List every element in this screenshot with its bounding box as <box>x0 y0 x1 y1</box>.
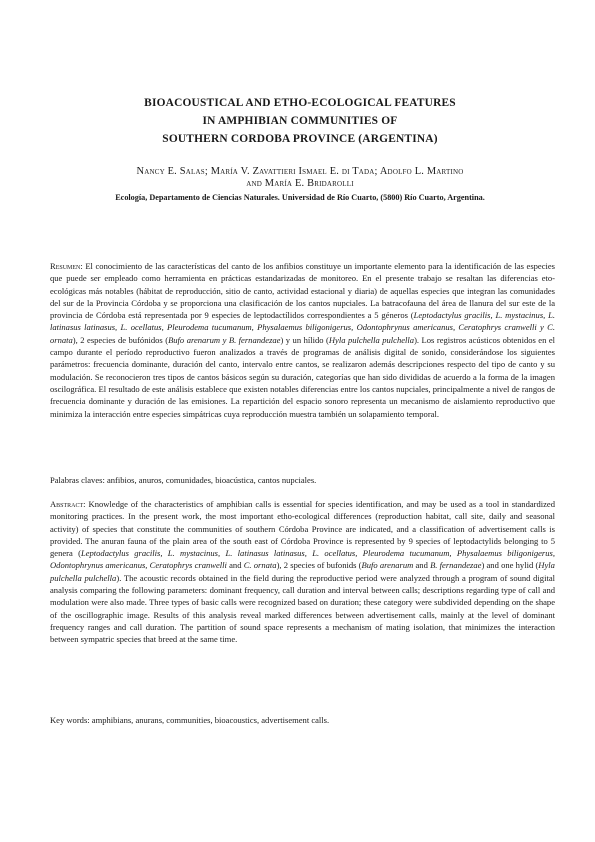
abstract-species-3: Bufo arenarum <box>361 560 414 571</box>
abstract-species-4: B. fernandezae <box>430 560 482 571</box>
authors-line-1: Nancy E. Salas; María V. Zavattieri Ismael E. di Tada; Adolfo L. Martino <box>136 166 464 177</box>
abstract-label: Abstract: <box>50 499 86 509</box>
palabras-clave: Palabras claves: anfibios, anuros, comunidades, bioacústica, cantos nupciales. <box>50 475 317 485</box>
resumen-species-3: Hyla pulchella pulchella <box>328 334 415 345</box>
resumen-text-2: ), 2 especies de bufónidos ( <box>72 334 169 345</box>
resumen-label: Resumen: <box>50 261 83 271</box>
resumen-text-4: ). Los registros acústicos obtenidos en el campo durante el período reproductivo fueron analizados a través de programas de análisis digital de sonido, considerándose los siguientes parámetros: frecuencia dominante, duración del canto, intervalo entre cantos, se realizaron además descripciones respecto del tipo de canto y su modulación. Se reconocieron tres tipos de cantos básicos según su duración, categorías que han sido divididas de acuerdo a la forma de la imagen oscilográfica. El resultado de este análisis establece que existen notables diferencias entre los cantos nupciales, principalmente a nivel de rangos de frecuencia dominante y duración de las emisiones. La repartición del espacio sonoro representa un mecanismo de aislamiento reproductivo que minimiza la interacción entre especies simpátricas cuya reproducción muestra también un solapamiento temporal. <box>50 334 556 419</box>
resumen-species-1: Leptodactylus gracilis, L. mystacinus, L. latinasus latinasus, L. ocellatus, Pleurodema tucumanum, Physalaemus biligonigerus, Odontophrynus americanus, Ceratophrys cranwelli y C. ornata <box>50 310 555 345</box>
key-words: Key words: amphibians, anurans, communities, bioacoustics, advertisement calls. <box>50 715 330 725</box>
abstract-text-4: and <box>413 560 431 571</box>
abstract-text-3: ), 2 species of bufonids ( <box>276 560 362 571</box>
abstract-text-2: and <box>226 560 244 571</box>
authors-line-2: and María E. Bridarolli <box>246 178 354 189</box>
title-line-2: IN AMPHIBIAN COMMUNITIES OF <box>202 115 398 127</box>
paper-title <box>60 94 540 148</box>
resumen-section <box>50 260 555 420</box>
affiliation: Ecología, Departamento de Ciencias Naturales. Universidad de Río Cuarto, (5800) Río Cuarto, Argentina. <box>115 193 485 202</box>
abstract-species-1: Leptodactylus gracilis, L. mystacinus, L. latinasus latinasus, L. ocellatus, Pleurodema tucumanum, Physalaemus biligonigerus, Odontophrynus americanus, Ceratophrys cranwelli <box>50 548 555 571</box>
resumen-text-1: El conocimiento de las características del canto de los anfibios constituye un importante elemento para la identificación de las especies que puede ser empleado como herramienta en prácticas estandarizadas de monitoreo. En el presente trabajo se resaltan las diferencias eto-ecológicas más notables (hábitat de reproducción, sitio de canto, actividad estacional y diaria) de aquellas especies que integran las comunidades del sur de la Provincia Córdoba y se proporciona una clasificación de los cantos nupciales. La batracofauna del área de llanura del sur este de la provincia de Córdoba está representada por 9 especies de leptodactílidos correspondientes a 5 géneros ( <box>50 261 555 321</box>
abstract-species-2: C. ornata <box>243 560 277 571</box>
author-list <box>40 166 560 190</box>
title-line-1: BIOACOUSTICAL AND ETHO-ECOLOGICAL FEATURES <box>144 97 456 109</box>
abstract-section <box>50 498 555 646</box>
abstract-species-5: Hyla pulchella pulchella <box>50 560 555 583</box>
abstract-text-6: ). The acoustic records obtained in the field during the reproductive period were analyzed through a program of sound digital analysis comparing the following parameters: dominant frequency, call duration and interval between calls; descriptions regarding type of call and modulation were also made. Three types of basic calls were recognized based on duration; these category were subdivided depending on the shape of the oscillographic image. Results of this analysis reveal marked differences between advertisement calls, mainly at the level of dominant frequency ranges and call duration. The partition of sound space represents a mechanism of mating isolation, that minimizes the interaction between sympatric species that breed at the same time. <box>50 572 555 645</box>
abstract-text-1: Knowledge of the characteristics of amphibian calls is essential for species identification, and may be used as a tool in standardized monitoring practices. In the present work, the most important etho-ecological differences (reproduction habitat, call site, daily and seasonal activity) of species that constitute the communities of southern Córdoba Province are indicated, and a classification of advertisement calls is provided. The anuran fauna of the plain area of the south east of Córdoba Province is represented by 9 species of leptodactylids belonging to 5 genera ( <box>50 499 555 559</box>
title-line-3: SOUTHERN CORDOBA PROVINCE (ARGENTINA) <box>162 133 438 145</box>
resumen-species-2: Bufo arenarum y B. fernandezae <box>168 334 281 345</box>
resumen-text-3: ) y un hílido ( <box>280 334 329 345</box>
abstract-text-5: ) and one hylid ( <box>481 560 539 571</box>
